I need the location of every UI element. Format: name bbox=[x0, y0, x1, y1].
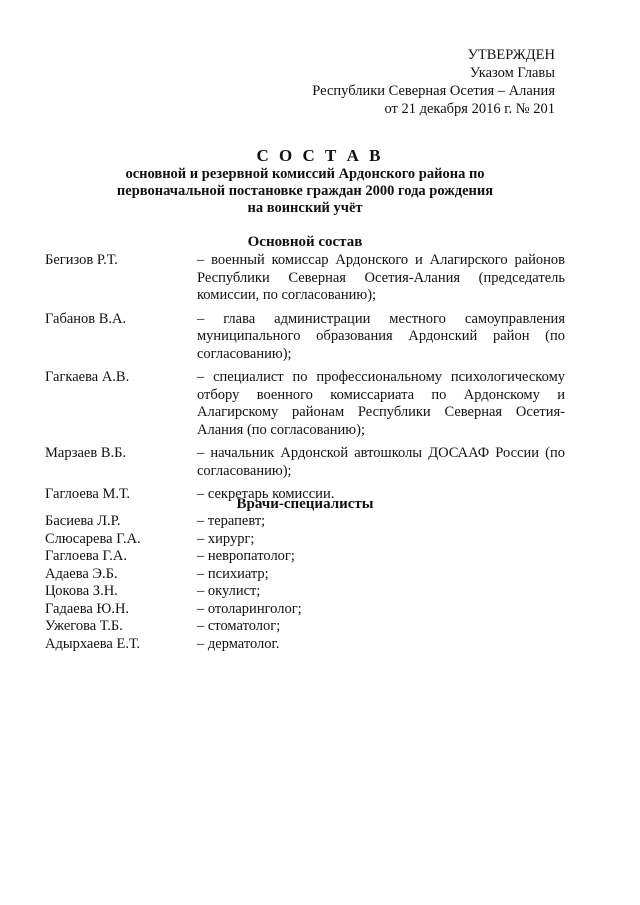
list-item bbox=[45, 618, 565, 636]
member-role: – психиатр; bbox=[197, 565, 269, 582]
member-role: – секретарь комиссии. bbox=[197, 486, 335, 502]
main-composition-heading: Основной состав bbox=[247, 234, 363, 250]
member-name: Марзаев В.Б. bbox=[45, 445, 127, 461]
member-name: Цокова З.Н. bbox=[45, 583, 118, 599]
list-item bbox=[45, 369, 565, 439]
list-item bbox=[45, 601, 565, 619]
subtitle-line: на воинский учёт bbox=[247, 200, 363, 216]
list-item bbox=[45, 583, 565, 601]
member-name: Ужегова Т.Б. bbox=[45, 618, 123, 634]
member-name: Бегизов Р.Т. bbox=[45, 252, 118, 268]
member-name: Басиева Л.Р. bbox=[45, 513, 121, 529]
member-role: – военный комиссар Ардонского и Алагирского районов Республики Северная Осетия-Алания (председатель комиссии, по согласованию); bbox=[197, 252, 565, 303]
main-composition-list bbox=[45, 252, 565, 510]
member-role: – специалист по профессиональному психологическому отбору военного комиссариата по Ардонскому и Алагирскому районам Республики Северная Осетия-Алания (по согласованию); bbox=[197, 369, 565, 438]
approval-title: УТВЕРЖДЕН bbox=[467, 47, 555, 63]
member-role: – терапевт; bbox=[197, 513, 266, 529]
member-role: – начальник Ардонской автошколы ДОСААФ России (по согласованию); bbox=[197, 445, 565, 479]
member-name: Адырхаева Е.Т. bbox=[45, 635, 141, 652]
member-role: – отоларинголог; bbox=[197, 600, 302, 617]
member-name: Адаева Э.Б. bbox=[45, 565, 118, 582]
list-item bbox=[45, 252, 565, 305]
document-subtitle bbox=[0, 166, 610, 217]
member-role: – глава администрации местного самоуправления муниципального образования Ардонский район (по согласованию); bbox=[197, 310, 565, 362]
member-name: Слюсарева Г.А. bbox=[45, 530, 141, 547]
member-role: – хирург; bbox=[197, 530, 255, 547]
approval-decree: Указом Главы bbox=[469, 65, 555, 81]
subtitle-line: первоначальной постановке граждан 2000 года рождения bbox=[116, 183, 494, 199]
subtitle-line: основной и резервной комиссий Ардонского района по bbox=[125, 166, 485, 182]
list-item bbox=[45, 445, 565, 480]
member-role: – невропатолог; bbox=[197, 548, 295, 564]
member-role: – окулист; bbox=[197, 583, 261, 599]
member-role: – дерматолог. bbox=[197, 635, 280, 652]
document-title: С О С Т А В bbox=[256, 146, 384, 165]
list-item bbox=[45, 548, 565, 566]
member-role: – стоматолог; bbox=[197, 618, 281, 634]
list-item bbox=[45, 636, 565, 654]
doctors-heading: Врачи-специалисты bbox=[236, 496, 374, 512]
approval-republic: Республики Северная Осетия – Алания bbox=[312, 83, 555, 99]
member-name: Гаглоева Г.А. bbox=[45, 548, 127, 564]
member-name: Габанов В.А. bbox=[45, 310, 127, 327]
approval-block bbox=[312, 46, 555, 118]
member-name: Гагкаева А.В. bbox=[45, 369, 130, 385]
list-item bbox=[45, 311, 565, 364]
member-name: Гаглоева М.Т. bbox=[45, 486, 131, 502]
member-name: Гадаева Ю.Н. bbox=[45, 600, 130, 617]
doctors-list bbox=[45, 513, 565, 653]
list-item bbox=[45, 566, 565, 584]
list-item bbox=[45, 513, 565, 531]
list-item bbox=[45, 531, 565, 549]
approval-date: от 21 декабря 2016 г. № 201 bbox=[384, 101, 555, 117]
